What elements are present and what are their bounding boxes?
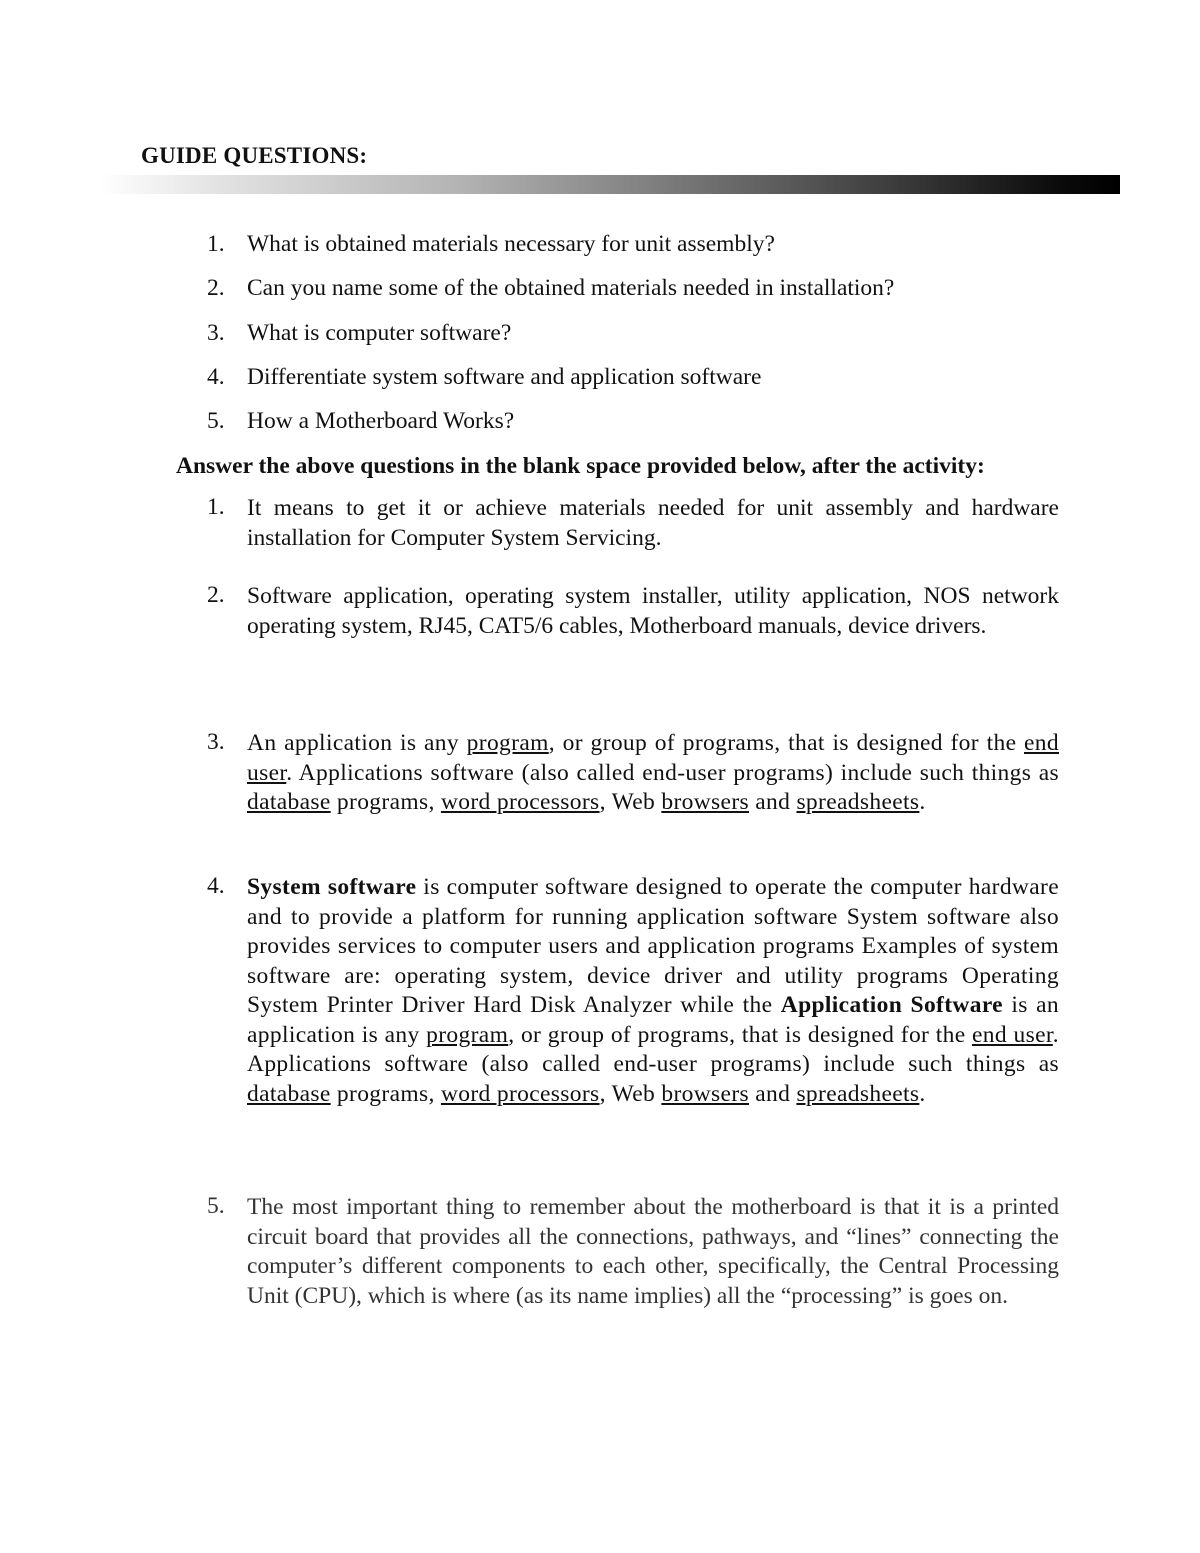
program-link[interactable]: program	[466, 730, 549, 756]
question-item	[207, 362, 894, 406]
answer-number: 1.	[207, 494, 225, 520]
answer-text-run: programs,	[330, 1080, 441, 1107]
answer-text-run: is computer software designed to operate the computer hardware and to provide a platform for running application software System software also provides services to computer users and application programs Examples of system software are: operating system, device driver and utility programs Operating System Printer Driver Hard Disk Analyzer while the	[247, 874, 1059, 1018]
answer-text-run: , Web	[599, 789, 662, 815]
answer-text-run: is an application is any	[247, 992, 1059, 1048]
answer-text-run: and	[749, 789, 797, 815]
answer-text	[247, 729, 1059, 818]
browsers-link[interactable]: browsers	[661, 1080, 749, 1107]
question-item	[207, 406, 894, 450]
system-software-term: System software	[247, 874, 417, 900]
answer-1	[207, 494, 1059, 553]
answer-2	[207, 582, 1059, 641]
end-user-link[interactable]: end user	[247, 730, 1059, 786]
answer-text-run: .	[919, 1080, 926, 1107]
answer-text: Software application, operating system installer, utility application, NOS network operating system, RJ45, CAT5/6 cables, Motherboard manuals, device drivers.	[247, 583, 1059, 639]
spreadsheets-link[interactable]: spreadsheets	[796, 789, 920, 815]
answer-text	[247, 873, 1059, 1109]
database-link[interactable]: database	[247, 1080, 331, 1107]
question-number: 1.	[207, 231, 225, 257]
question-number: 3.	[207, 319, 225, 346]
word-processors-link[interactable]: word processors	[440, 1080, 600, 1107]
question-number: 2.	[207, 275, 225, 302]
page-heading: GUIDE QUESTIONS:	[141, 143, 368, 168]
answer-text-run: , or group of programs, that is designed for the	[548, 730, 1025, 756]
answer-text-run: An application is any	[247, 730, 467, 756]
question-item	[207, 229, 894, 273]
answer-3	[207, 729, 1059, 818]
question-number: 5.	[207, 408, 225, 435]
answer-text-run: , or group of programs, that is designed for the	[508, 1021, 973, 1048]
answer-text: It means to get it or achieve materials needed for unit assembly and hardware installation for Computer System Servicing.	[247, 495, 1059, 551]
word-processors-link[interactable]: word processors	[440, 789, 600, 815]
answer-number: 4.	[207, 873, 225, 899]
answer-text-run: . Applications software (also called end-user programs) include such things as	[247, 1021, 1059, 1077]
application-software-term: Application Software	[780, 992, 1003, 1018]
spreadsheets-link[interactable]: spreadsheets	[796, 1080, 920, 1107]
question-text: Can you name some of the obtained materials needed in installation?	[247, 275, 895, 302]
browsers-link[interactable]: browsers	[661, 789, 749, 815]
answer-text-run: programs,	[330, 789, 441, 815]
question-text: What is computer software?	[247, 319, 512, 346]
answer-text-run: , Web	[599, 1080, 662, 1107]
question-item	[207, 273, 894, 317]
answer-4	[207, 873, 1059, 1109]
question-number: 4.	[207, 363, 225, 390]
question-text: What is obtained materials necessary for unit assembly?	[247, 231, 775, 257]
answer-number: 2.	[207, 582, 225, 608]
end-user-link[interactable]: end user	[972, 1021, 1053, 1048]
answer-number: 3.	[207, 729, 225, 755]
answer-instruction: Answer the above questions in the blank space provided below, after the activity:	[176, 453, 985, 479]
database-link[interactable]: database	[247, 789, 331, 815]
question-item	[207, 318, 894, 362]
answer-number: 5.	[207, 1193, 225, 1219]
answer-5	[207, 1193, 1059, 1311]
answer-text-run: and	[749, 1080, 797, 1107]
answer-text-run: .	[919, 789, 926, 815]
answer-text: The most important thing to remember about the motherboard is that it is a printed circuit board that provides all the connections, pathways, and “lines” connecting the computer’s different components to each other, specifically, the Central Processing Unit (CPU), which is where (as its name implies) all the “processing” is goes on.	[247, 1194, 1059, 1309]
question-text: Differentiate system software and application software	[247, 363, 762, 390]
question-text: How a Motherboard Works?	[247, 408, 515, 435]
guide-questions-list	[207, 229, 894, 450]
gradient-divider	[98, 175, 1120, 194]
answer-text-run: . Applications software (also called end-user programs) include such things as	[286, 759, 1059, 786]
program-link[interactable]: program	[426, 1021, 509, 1048]
